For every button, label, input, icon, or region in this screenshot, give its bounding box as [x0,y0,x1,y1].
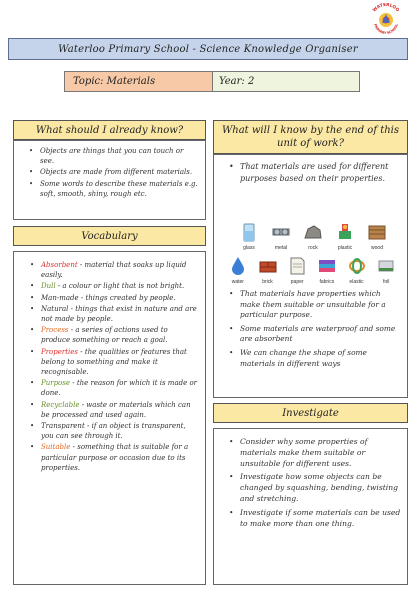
list-item: • Objects are things that you can touch or see. [28,146,199,166]
will-know-box [213,154,408,398]
material-foil: foil [371,255,401,285]
wood-icon [366,221,388,243]
paper-icon [286,255,308,277]
year-label: Year: 2 [213,72,359,91]
vocabulary-item [29,281,199,291]
vocabulary-definition: - material that soaks up liquid easily. [41,261,187,280]
materials-row-2 [223,255,401,285]
foil-icon [375,255,397,277]
will-know-list [228,289,400,372]
vocabulary-term: Dull [41,282,56,291]
brick-icon [257,255,279,277]
materials-row-1 [234,221,392,251]
already-know-box [13,140,206,220]
rock-icon [302,221,324,243]
list-item: • Consider why some properties of materials make them suitable or unsuitable for different uses. [228,437,401,469]
material-plastic: plastic [330,221,360,251]
list-item: • Investigate how some objects can be changed by squashing, bending, twisting and stretching. [228,472,401,504]
vocabulary-term: Transparent [41,422,85,431]
water-icon [227,255,249,277]
plastic-icon [334,221,356,243]
vocabulary-definition: - a colour or light that is not bright. [55,282,185,291]
vocabulary-box [13,251,206,585]
material-wood: wood [362,221,392,251]
vocabulary-heading: Vocabulary [13,226,206,246]
material-rock: rock [298,221,328,251]
list-item: • Some materials are waterproof and some are absorbent [228,324,400,345]
material-brick: brick [253,255,283,285]
vocabulary-item [29,421,199,441]
will-know-heading: What will I know by the end of this unit of work? [213,120,408,154]
list-item: • Objects are made from different materials. [28,167,199,177]
vocabulary-term: Recyclable [41,400,80,409]
vocabulary-term: Absorbent [41,261,78,269]
vocabulary-item [29,293,199,303]
svg-text:PRIMARY SCHOOL: PRIMARY SCHOOL [373,23,399,35]
material-glass: glass [234,221,264,251]
vocabulary-term: Suitable [41,443,71,452]
vocabulary-definition: - a series of actions used to produce something or reach a goal. [41,326,168,345]
topic-year-row [64,71,360,92]
vocabulary-item [29,442,199,473]
investigate-heading: Investigate [213,403,408,423]
material-elastic: elastic [342,255,372,285]
material-paper: paper [282,255,312,285]
vocabulary-definition: - something that is suitable for a particular purpose or occasion due to its properties. [41,443,189,472]
already-know-heading: What should I already know? [13,120,206,140]
list-item: • Some words to describe these materials e.g. soft, smooth, shiny, rough etc. [28,179,199,199]
vocabulary-definition: - waste or materials which can be processed and used again. [41,400,191,419]
vocabulary-definition: - things that exist in nature and are not made by people. [41,304,197,324]
vocabulary-definition: - things created by people. [78,293,176,302]
vocabulary-list [29,260,199,473]
list-item: • We can change the shape of some materials in different ways [228,348,400,369]
vocabulary-term: Properties [41,347,79,356]
vocabulary-term: Natural [41,304,69,313]
vocabulary-item [29,378,199,398]
already-know-list [28,146,199,199]
investigate-box [213,428,408,585]
glass-icon [238,221,260,243]
list-item: • Investigate if some materials can be used to make more than one thing. [228,508,401,530]
vocabulary-term: Purpose [41,379,70,388]
school-logo-icon [366,3,406,35]
elastic-icon [346,255,368,277]
vocabulary-item [29,260,199,280]
vocabulary-definition: - the reason for which it is made or done. [41,379,198,398]
investigate-list [228,437,401,529]
will-know-intro-list [228,161,398,185]
metal-icon [270,221,292,243]
vocabulary-item [29,347,199,378]
vocabulary-item [29,304,199,324]
list-item: • That materials have properties which make them suitable or unsuitable for a particular purpose. [228,289,400,321]
material-metal: metal [266,221,296,251]
vocabulary-term: Man-made [41,293,79,302]
svg-text:WATERLOO: WATERLOO [372,3,400,14]
school-logo [366,3,406,35]
material-water: water [223,255,253,285]
fabrics-icon [316,255,338,277]
vocabulary-definition: - the qualities or features that belong to something and make it recognisable. [41,347,187,377]
vocabulary-term: Process [41,326,69,335]
vocabulary-item [29,325,199,345]
page-title: Waterloo Primary School - Science Knowledge Organiser [8,38,408,60]
list-item: • That materials are used for different purposes based on their properties. [228,161,398,184]
material-fabrics: fabrics [312,255,342,285]
topic-label: Topic: Materials [65,72,213,91]
vocabulary-item [29,400,199,420]
vocabulary-definition: - if an object is transparent, you can see through it. [41,422,186,441]
